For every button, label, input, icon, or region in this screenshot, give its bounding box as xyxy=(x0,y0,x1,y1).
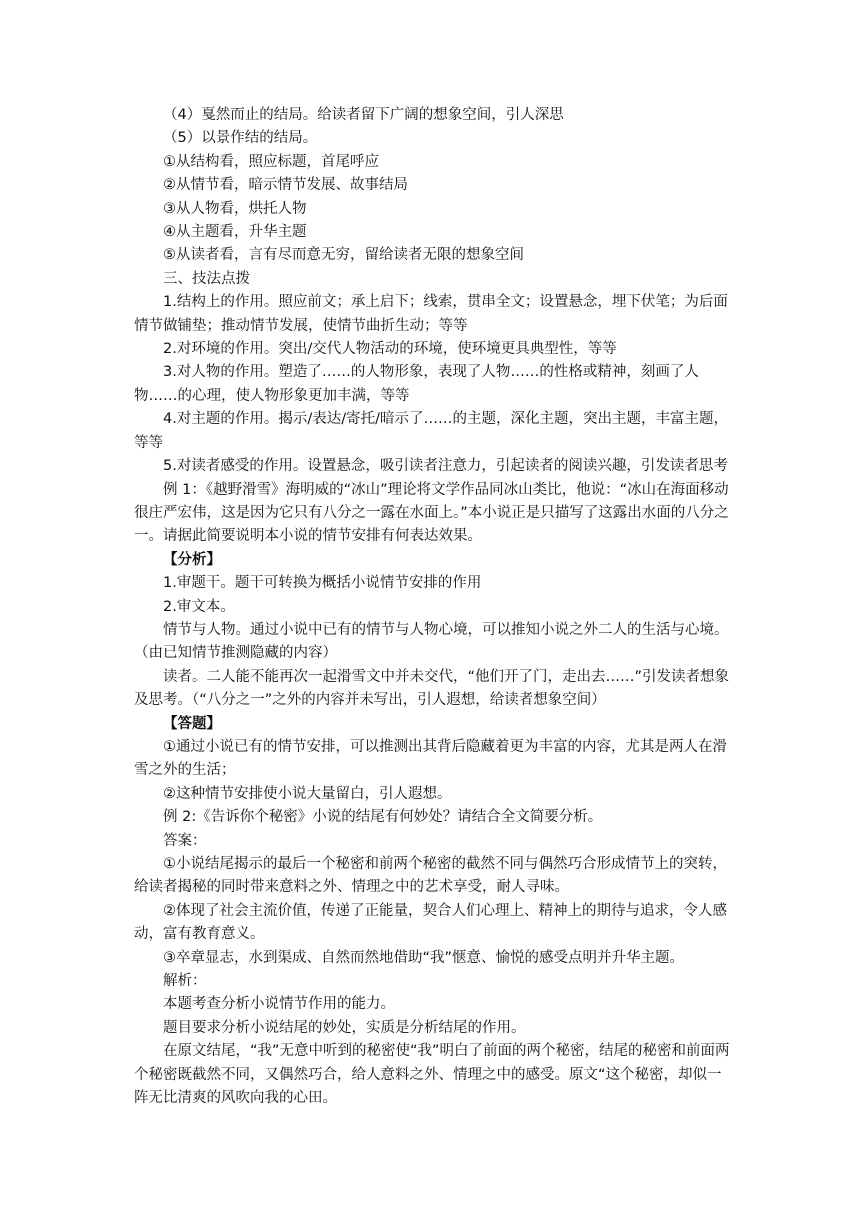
paragraph: 读者。二人能不能再次一起滑雪文中并未交代，“他们开了门，走出去……”引发读者想象及思考。（“八分之一”之外的内容并未写出，引人遐想，给读者想象空间） xyxy=(134,668,730,709)
paragraph: 2.审文本。 xyxy=(163,598,235,615)
paragraph: 4.对主题的作用。揭示/表达/寄托/暗示了……的主题，深化主题，突出主题，丰富主题，等等 xyxy=(134,411,728,451)
paragraph: 三、技法点拨 xyxy=(163,270,250,287)
paragraph: 例 1：《越野滑雪》海明威的“冰山”理论将文学作品同冰山类比，他说：“冰山在海面移动很庄严宏伟，这是因为它只有八分之一露在水面上。”本小说正是只描写了这露出水面的八分之一。请据此简要说明本小说的情节安排有何表达效果。 xyxy=(134,481,729,545)
paragraph: 2.对环境的作用。突出/交代人物活动的环境，使环境更具典型性，等等 xyxy=(163,341,617,358)
paragraph: 题目要求分析小说结尾的妙处，实质是分析结尾的作用。 xyxy=(163,1019,526,1036)
paragraph: 解析： xyxy=(163,973,207,990)
paragraph: ③卒章显志，水到渠成、自然而然地借助“我”惬意、愉悦的感受点明并升华主题。 xyxy=(163,949,685,966)
paragraph: 例 2:《告诉你个秘密》小说的结尾有何妙处？请结合全文简要分析。 xyxy=(163,809,603,826)
paragraph: （5）以景作结的结局。 xyxy=(163,130,318,147)
paragraph: 情节与人物。通过小说中已有的情节与人物心境，可以推知小说之外二人的生活与心境。（由已知情节推测隐藏的内容） xyxy=(134,621,729,662)
paragraph: 【分析】 xyxy=(163,551,221,568)
paragraph: ②体现了社会主流价值，传递了正能量，契合人们心理上、精神上的期待与追求，令人感动，富有教育意义。 xyxy=(134,902,727,943)
paragraph: ①通过小说已有的情节安排，可以推测出其背后隐藏着更为丰富的内容，尤其是两人在滑雪之外的生活； xyxy=(134,738,727,779)
paragraph: 5.对读者感受的作用。设置悬念，吸引读者注意力，引起读者的阅读兴趣，引发读者思考 xyxy=(163,458,728,475)
paragraph: ⑤从读者看，言有尽而意无穷，留给读者无限的想象空间 xyxy=(163,247,524,264)
document-body xyxy=(134,104,730,1110)
paragraph: 1.结构上的作用。照应前文；承上启下；线索，贯串全文；设置悬念，埋下伏笔；为后面情节做铺垫；推动情节发展，使情节曲折生动；等等 xyxy=(134,294,728,334)
paragraph: 在原文结尾，“我”无意中听到的秘密使“我”明白了前面的两个秘密，结尾的秘密和前面两个秘密既截然不同，又偶然巧合，给人意料之外、情理之中的感受。原文“这个秘密，却似一阵无比清爽的风吹向我的心田。 xyxy=(134,1043,730,1107)
paragraph: 答案： xyxy=(163,832,207,849)
paragraph: 本题考查分析小说情节作用的能力。 xyxy=(163,996,395,1013)
paragraph: ①小说结尾揭示的最后一个秘密和前两个秘密的截然不同与偶然巧合形成情节上的突转，给读者揭秘的同时带来意料之外、情理之中的艺术享受，耐人寻味。 xyxy=(134,856,727,896)
paragraph: 1.审题干。题干可转换为概括小说情节安排的作用 xyxy=(163,575,482,592)
paragraph: 3.对人物的作用。塑造了……的人物形象，表现了人物……的性格或精神，刻画了人物……的心理，使人物形象更加丰满，等等 xyxy=(134,364,699,404)
paragraph: ④从主题看，升华主题 xyxy=(163,224,307,241)
paragraph: ①从结构看，照应标题，首尾呼应 xyxy=(163,153,379,170)
paragraph: （4）戛然而止的结局。给读者留下广阔的想象空间，引人深思 xyxy=(163,107,564,123)
paragraph: ③从人物看，烘托人物 xyxy=(163,200,307,217)
paragraph: ②从情节看，暗示情节发展、故事结局 xyxy=(163,177,408,194)
paragraph: ②这种情节安排使小说大量留白，引人遐想。 xyxy=(163,785,452,802)
paragraph: 【答题】 xyxy=(163,715,221,732)
